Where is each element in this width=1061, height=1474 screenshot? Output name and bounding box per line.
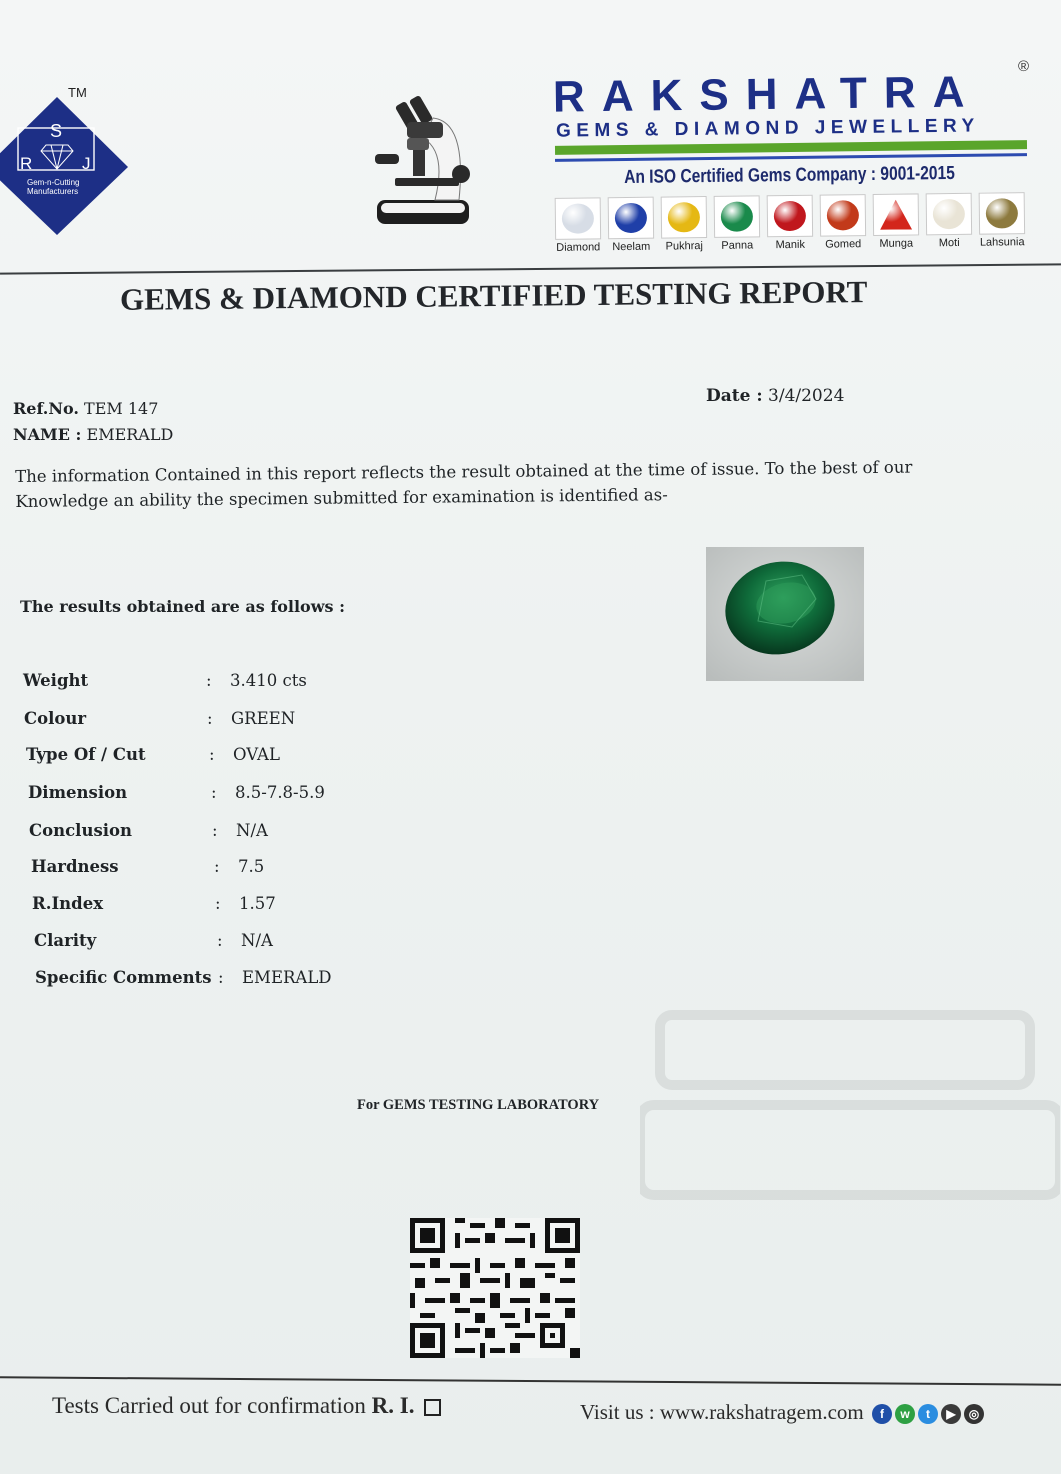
ref-value: TEM 147 [84, 399, 159, 418]
gem-label: Lahsunia [979, 236, 1025, 249]
date-line [706, 386, 844, 406]
logo-letter-j: J [82, 154, 91, 173]
result-value: GREEN [231, 709, 296, 728]
ref-label: Ref.No. [13, 399, 79, 418]
whatsapp-icon[interactable]: w [895, 1404, 915, 1424]
watermark-logo-icon [640, 1005, 1060, 1205]
date-value: 3/4/2024 [768, 386, 845, 406]
gem-neelam [606, 195, 659, 260]
result-value: N/A [236, 821, 268, 840]
ref-line [13, 399, 158, 418]
pukhraj-gem-icon [668, 202, 700, 232]
gem-gomed [818, 192, 871, 257]
result-separator: : [209, 745, 215, 764]
moti-gem-icon [933, 199, 965, 229]
result-separator: : [214, 857, 220, 876]
lahsunia-gem-icon [986, 198, 1018, 228]
diamond-gem-icon [562, 203, 594, 233]
gem-strip [553, 190, 1029, 260]
result-key: Specific Comments [35, 968, 212, 987]
gomed-gem-icon [827, 200, 859, 230]
result-value: 3.410 cts [230, 671, 307, 690]
result-key: Hardness [31, 857, 119, 876]
gem-manik [765, 193, 818, 258]
gem-diamond [553, 195, 606, 260]
gem-label: Neelam [612, 240, 651, 254]
result-separator: : [207, 709, 213, 728]
brand-blue-band [555, 153, 1027, 162]
gem-panna [712, 193, 765, 258]
logo-letter-s: S [50, 121, 63, 141]
intro-paragraph: The information Contained in this report reflects the result obtained at the time of issue. To the best of our Knowledge an ability the specimen submitted for examination is identified as- [15, 457, 913, 511]
result-key: Conclusion [29, 821, 133, 840]
iso-certification: An ISO Certified Gems Company : 9001-2015 [624, 162, 955, 188]
header-divider [0, 263, 1061, 274]
result-separator: : [218, 968, 224, 987]
result-value: 8.5-7.8-5.9 [235, 783, 325, 802]
panna-gem-icon [721, 201, 753, 231]
srj-logo [0, 85, 135, 235]
gem-label: Gomed [825, 238, 862, 251]
result-key: Dimension [28, 783, 128, 802]
date-label: Date : [706, 386, 763, 406]
result-value: OVAL [233, 745, 280, 764]
name-label: NAME : [13, 425, 82, 444]
brand-green-band [555, 140, 1027, 155]
result-value: N/A [241, 931, 273, 950]
results-heading: The results obtained are as follows : [20, 597, 345, 616]
gem-munga [871, 191, 924, 256]
logo-caption-2: Manufacturers [27, 187, 79, 196]
gem-label: Moti [938, 236, 960, 250]
visit-us [580, 1400, 984, 1425]
result-separator: : [211, 783, 217, 802]
logo-caption-1: Gem-n-Cutting [27, 178, 80, 187]
gem-moti [924, 191, 977, 256]
brand-title: RAKSHATRA [552, 67, 982, 122]
tests-confirmation [52, 1393, 441, 1419]
tests-text: Tests Carried out for confirmation [52, 1393, 366, 1418]
facebook-icon[interactable]: f [872, 1404, 892, 1424]
gem-label: Diamond [556, 241, 601, 254]
qr-code-icon [410, 1218, 580, 1358]
emerald-photo [706, 547, 864, 681]
footer-divider [0, 1376, 1061, 1385]
gem-label: Pukhraj [665, 240, 703, 253]
youtube-icon[interactable]: ▶ [941, 1404, 961, 1424]
logo-letter-r: R [20, 154, 33, 173]
result-value: 1.57 [239, 894, 276, 913]
result-separator: : [206, 671, 212, 690]
result-value: EMERALD [242, 968, 332, 987]
brand-subtitle: GEMS & DIAMOND JEWELLERY [555, 115, 980, 142]
watermark [640, 1005, 1060, 1205]
tests-initials: R. I. [371, 1393, 415, 1418]
result-key: Type Of / Cut [26, 745, 146, 764]
gem-pukhraj [659, 194, 712, 259]
twitter-icon[interactable]: t [918, 1404, 938, 1424]
result-separator: : [217, 931, 223, 950]
result-key: Weight [23, 671, 89, 690]
visit-text[interactable]: Visit us : www.rakshatragem.com [580, 1400, 864, 1424]
result-separator: : [215, 894, 221, 913]
trademark-mark: TM [68, 85, 87, 100]
manik-gem-icon [774, 201, 806, 231]
report-title: GEMS & DIAMOND CERTIFIED TESTING REPORT [119, 274, 868, 317]
name-value: EMERALD [86, 425, 174, 444]
instagram-icon[interactable]: ◎ [964, 1404, 984, 1424]
result-separator: : [212, 821, 218, 840]
gem-label: Manik [775, 238, 805, 252]
microscope-icon [355, 82, 485, 232]
result-value: 7.5 [238, 857, 265, 876]
checkbox-icon [424, 1399, 441, 1416]
lab-signature-line: For GEMS TESTING LABORATORY [357, 1097, 600, 1113]
neelam-gem-icon [615, 203, 647, 233]
gem-label: Munga [879, 237, 914, 250]
result-key: Clarity [34, 931, 97, 950]
gem-label: Panna [721, 239, 754, 252]
registered-mark: ® [1018, 58, 1030, 75]
result-key: R.Index [32, 894, 104, 913]
gem-lahsunia [977, 190, 1030, 255]
name-line [13, 425, 173, 444]
result-key: Colour [24, 709, 87, 728]
munga-gem-icon [880, 200, 912, 230]
